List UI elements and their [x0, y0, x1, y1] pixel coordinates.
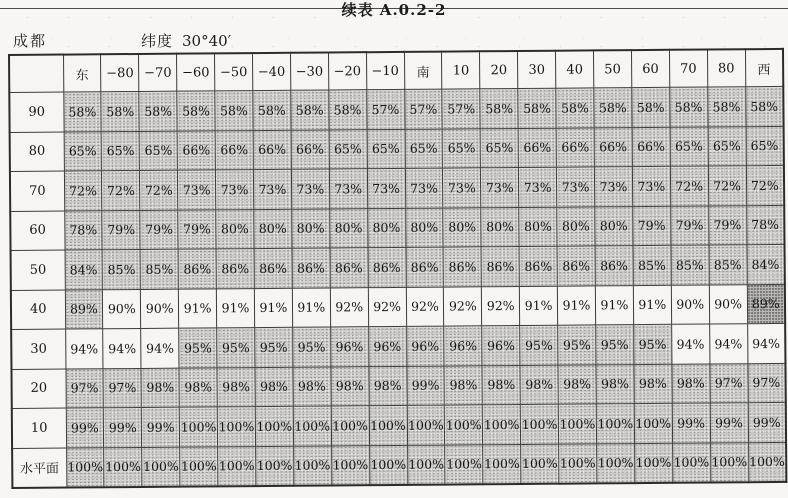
city-label: 成都	[13, 32, 48, 50]
table-cell: 96%	[368, 326, 406, 366]
table-cell: 65%	[480, 128, 518, 168]
table-cell: 95%	[255, 327, 293, 367]
table-cell: 79%	[670, 206, 708, 246]
azimuth-percentage-table	[8, 48, 787, 489]
table-cell: 66%	[518, 128, 556, 168]
table-cell: 73%	[405, 168, 443, 208]
column-header: 40	[556, 50, 594, 88]
latitude-label: 纬度	[141, 32, 174, 50]
table-cell: 72%	[140, 170, 178, 210]
table-cell: 66%	[556, 127, 594, 167]
table-cell: 85%	[709, 245, 747, 285]
table-cell: 58%	[253, 90, 291, 130]
table-cell: 98%	[331, 366, 369, 406]
table-cell: 90%	[103, 289, 141, 329]
table-cell: 98%	[293, 366, 331, 406]
table-cell: 58%	[480, 88, 518, 128]
table-cell: 65%	[367, 129, 405, 169]
table-cell: 66%	[177, 130, 215, 170]
table-cell: 86%	[595, 246, 633, 286]
table-cell: 73%	[481, 167, 519, 207]
table-cell: 89%	[747, 284, 785, 324]
table-cell: 95%	[596, 325, 634, 365]
table-cell: 80%	[443, 207, 481, 247]
table-cell: 65%	[746, 126, 784, 166]
table-cell: 90%	[671, 285, 709, 325]
table-cell: 92%	[482, 286, 520, 326]
table-cell: 73%	[178, 170, 216, 210]
table-cell: 86%	[330, 248, 368, 288]
table-cell: 91%	[595, 285, 633, 325]
table-cell: 78%	[746, 205, 784, 245]
table-cell: 100%	[179, 407, 217, 447]
table-cell: 98%	[255, 367, 293, 407]
table-cell: 73%	[632, 166, 670, 206]
latitude-label-group	[141, 30, 231, 51]
table-cell: 65%	[64, 131, 102, 171]
row-label: 70	[10, 171, 64, 211]
table-cell: 98%	[444, 365, 482, 405]
table-cell: 91%	[520, 286, 558, 326]
table-cell: 100%	[672, 442, 710, 482]
table-cell: 80%	[519, 207, 557, 247]
table-cell: 80%	[254, 209, 292, 249]
table-cell: 92%	[330, 287, 368, 327]
table-cell: 80%	[329, 208, 367, 248]
table-cell: 86%	[292, 248, 330, 288]
table-cell: 100%	[104, 447, 142, 487]
column-header: −30	[290, 52, 328, 90]
table-cell: 98%	[596, 364, 634, 404]
table-cell: 86%	[368, 247, 406, 287]
table-cell: 80%	[292, 208, 330, 248]
row-label: 20	[11, 369, 65, 409]
table-cell: 86%	[178, 249, 216, 289]
table-cell: 72%	[64, 171, 102, 211]
table-cell: 96%	[330, 327, 368, 367]
table-cell: 73%	[594, 167, 632, 207]
table-cell: 94%	[747, 323, 785, 363]
table-cell: 91%	[557, 285, 595, 325]
row-label: 30	[11, 329, 65, 369]
table-cell: 85%	[140, 249, 178, 289]
table-cell: 100%	[66, 447, 104, 487]
table-cell: 99%	[710, 403, 748, 443]
table-cell: 86%	[406, 247, 444, 287]
table-cell: 58%	[329, 90, 367, 130]
table-cell: 95%	[634, 324, 672, 364]
table-cell: 100%	[634, 403, 672, 443]
table-cell: 100%	[483, 444, 521, 484]
table-cell: 89%	[65, 289, 103, 329]
table-cell: 94%	[103, 328, 141, 368]
table-cell: 100%	[293, 445, 331, 485]
table-cell: 100%	[331, 445, 369, 485]
table-cell: 85%	[671, 245, 709, 285]
table-cell: 58%	[101, 91, 139, 131]
table-cell: 86%	[216, 249, 254, 289]
table-row	[11, 323, 785, 369]
table-cell: 58%	[632, 87, 670, 127]
table-cell: 79%	[140, 210, 178, 250]
table-cell: 100%	[748, 442, 786, 482]
table-cell: 100%	[445, 444, 483, 484]
table-cell: 65%	[102, 131, 140, 171]
row-label: 80	[10, 132, 64, 172]
table-cell: 90%	[141, 289, 179, 329]
column-header: −50	[215, 53, 253, 91]
table-cell: 84%	[747, 244, 785, 284]
table-cell: 97%	[103, 368, 141, 408]
table-cell: 91%	[633, 285, 671, 325]
column-header: −10	[366, 52, 404, 90]
table-cell: 99%	[66, 408, 104, 448]
table-cell: 98%	[672, 363, 710, 403]
table-row	[9, 86, 783, 132]
table-cell: 98%	[558, 364, 596, 404]
table-cell: 94%	[141, 328, 179, 368]
table-cell: 57%	[366, 89, 404, 129]
latitude-value: 30°40′	[182, 32, 232, 50]
column-header: 60	[631, 50, 669, 88]
table-cell: 100%	[217, 407, 255, 447]
table-cell: 97%	[710, 363, 748, 403]
column-header: −60	[177, 53, 215, 91]
column-header: 70	[669, 50, 707, 88]
table-cell: 91%	[254, 288, 292, 328]
table-cell: 57%	[404, 89, 442, 129]
table-cell: 98%	[369, 366, 407, 406]
table-cell: 72%	[670, 166, 708, 206]
table-cell: 95%	[179, 328, 217, 368]
table-cell: 79%	[102, 210, 140, 250]
table-cell: 100%	[445, 405, 483, 445]
table-cell: 86%	[481, 246, 519, 286]
table-cell: 58%	[670, 87, 708, 127]
table-cell: 98%	[520, 365, 558, 405]
table-row	[11, 244, 785, 290]
table-cell: 65%	[405, 129, 443, 169]
column-header: 10	[442, 51, 480, 89]
table-cell: 58%	[518, 88, 556, 128]
table-cell: 66%	[215, 130, 253, 170]
table-cell: 100%	[255, 406, 293, 446]
table-cell: 98%	[482, 365, 520, 405]
table-cell: 94%	[65, 329, 103, 369]
table-cell: 91%	[216, 288, 254, 328]
table-cell: 91%	[179, 288, 217, 328]
table-cell: 72%	[102, 170, 140, 210]
table-cell: 100%	[293, 406, 331, 446]
table-cell: 100%	[520, 404, 558, 444]
header-row	[9, 49, 783, 93]
table-row	[12, 442, 786, 488]
table-cell: 98%	[634, 364, 672, 404]
table-cell: 100%	[218, 446, 256, 486]
row-label: 50	[11, 250, 65, 290]
table-cell: 65%	[329, 129, 367, 169]
table-cell: 95%	[217, 328, 255, 368]
table-cell: 79%	[178, 209, 216, 249]
table-cell: 58%	[63, 92, 101, 132]
table-cell: 84%	[65, 250, 103, 290]
column-header: −80	[101, 54, 139, 92]
table-cell: 96%	[444, 326, 482, 366]
corner-cell	[9, 55, 63, 93]
table-cell: 100%	[521, 444, 559, 484]
table-cell: 100%	[180, 446, 218, 486]
table-cell: 96%	[406, 326, 444, 366]
table-cell: 100%	[559, 443, 597, 483]
table-cell: 100%	[483, 404, 521, 444]
table-cell: 73%	[367, 168, 405, 208]
table-title: 续表 A.0.2-2	[341, 1, 447, 19]
table-cell: 86%	[443, 247, 481, 287]
table-cell: 58%	[291, 90, 329, 130]
column-header: 50	[593, 50, 631, 88]
table-cell: 92%	[368, 287, 406, 327]
table-cell: 85%	[633, 245, 671, 285]
column-header: 30	[518, 51, 556, 89]
table-cell: 99%	[406, 366, 444, 406]
table-cell: 73%	[556, 167, 594, 207]
table-cell: 95%	[292, 327, 330, 367]
table-cell: 98%	[179, 367, 217, 407]
table-cell: 100%	[256, 446, 294, 486]
table-cell: 99%	[672, 403, 710, 443]
table-row	[10, 165, 784, 211]
table-cell: 78%	[64, 210, 102, 250]
table-cell: 58%	[139, 91, 177, 131]
table-cell: 57%	[442, 89, 480, 129]
table-cell: 80%	[557, 206, 595, 246]
table-cell: 98%	[141, 368, 179, 408]
column-header: −70	[139, 54, 177, 92]
table-cell: 79%	[708, 205, 746, 245]
table-cell: 100%	[710, 442, 748, 482]
column-header: 80	[707, 49, 745, 87]
table-cell: 100%	[596, 404, 634, 444]
table-cell: 80%	[405, 208, 443, 248]
table-cell: 91%	[292, 287, 330, 327]
table-cell: 80%	[595, 206, 633, 246]
table-cell: 66%	[594, 127, 632, 167]
table-cell: 92%	[444, 286, 482, 326]
row-label: 90	[9, 92, 63, 132]
table-cell: 58%	[707, 87, 745, 127]
table-cell: 86%	[557, 246, 595, 286]
table-cell: 65%	[139, 131, 177, 171]
table-cell: 73%	[519, 167, 557, 207]
table-cell: 72%	[708, 166, 746, 206]
table-cell: 73%	[291, 169, 329, 209]
table-cell: 66%	[253, 130, 291, 170]
table-cell: 100%	[558, 404, 596, 444]
table-row	[10, 205, 784, 251]
table-cell: 99%	[748, 402, 786, 442]
table-cell: 94%	[709, 324, 747, 364]
table-cell: 100%	[407, 405, 445, 445]
table-cell: 100%	[597, 443, 635, 483]
table-cell: 58%	[215, 91, 253, 131]
table-cell: 100%	[407, 445, 445, 485]
table-cell: 100%	[142, 447, 180, 487]
row-label: 10	[12, 408, 66, 448]
table-cell: 96%	[482, 325, 520, 365]
column-header: 东	[63, 54, 101, 92]
table-cell: 100%	[369, 405, 407, 445]
table-cell: 95%	[558, 325, 596, 365]
table-cell: 65%	[670, 127, 708, 167]
table-cell: 72%	[746, 165, 784, 205]
table-cell: 80%	[367, 208, 405, 248]
table-cell: 65%	[443, 128, 481, 168]
table-row	[11, 363, 785, 409]
table-cell: 58%	[745, 86, 783, 126]
table-cell: 99%	[104, 407, 142, 447]
table-cell: 100%	[369, 445, 407, 485]
table-cell: 80%	[481, 207, 519, 247]
table-cell: 94%	[671, 324, 709, 364]
table-cell: 58%	[177, 91, 215, 131]
table-cell: 73%	[215, 170, 253, 210]
table-cell: 100%	[331, 406, 369, 446]
table-row	[11, 284, 785, 330]
row-label: 40	[11, 290, 65, 330]
table-cell: 58%	[594, 88, 632, 128]
table-cell: 98%	[217, 367, 255, 407]
column-header: −40	[252, 53, 290, 91]
table-row	[10, 126, 784, 172]
table-cell: 92%	[406, 287, 444, 327]
column-header: 20	[480, 51, 518, 89]
column-header: −20	[328, 52, 366, 90]
table-cell: 86%	[519, 246, 557, 286]
table-cell: 95%	[520, 325, 558, 365]
row-label: 60	[10, 211, 64, 251]
table-cell: 79%	[633, 206, 671, 246]
table-cell: 85%	[102, 249, 140, 289]
table-cell: 73%	[329, 169, 367, 209]
column-header: 南	[404, 52, 442, 90]
table-cell: 65%	[708, 126, 746, 166]
table-cell: 100%	[634, 443, 672, 483]
table-cell: 73%	[253, 169, 291, 209]
table-cell: 73%	[443, 168, 481, 208]
table-cell: 66%	[291, 129, 329, 169]
table-cell: 99%	[142, 407, 180, 447]
table-cell: 80%	[216, 209, 254, 249]
table-cell: 97%	[65, 368, 103, 408]
table-cell: 97%	[747, 363, 785, 403]
table-cell: 66%	[632, 127, 670, 167]
table-cell: 86%	[254, 248, 292, 288]
column-header: 西	[745, 49, 783, 87]
row-label: 水平面	[12, 448, 66, 488]
table-cell: 90%	[709, 284, 747, 324]
table-row	[12, 402, 786, 448]
table-cell: 58%	[556, 88, 594, 128]
